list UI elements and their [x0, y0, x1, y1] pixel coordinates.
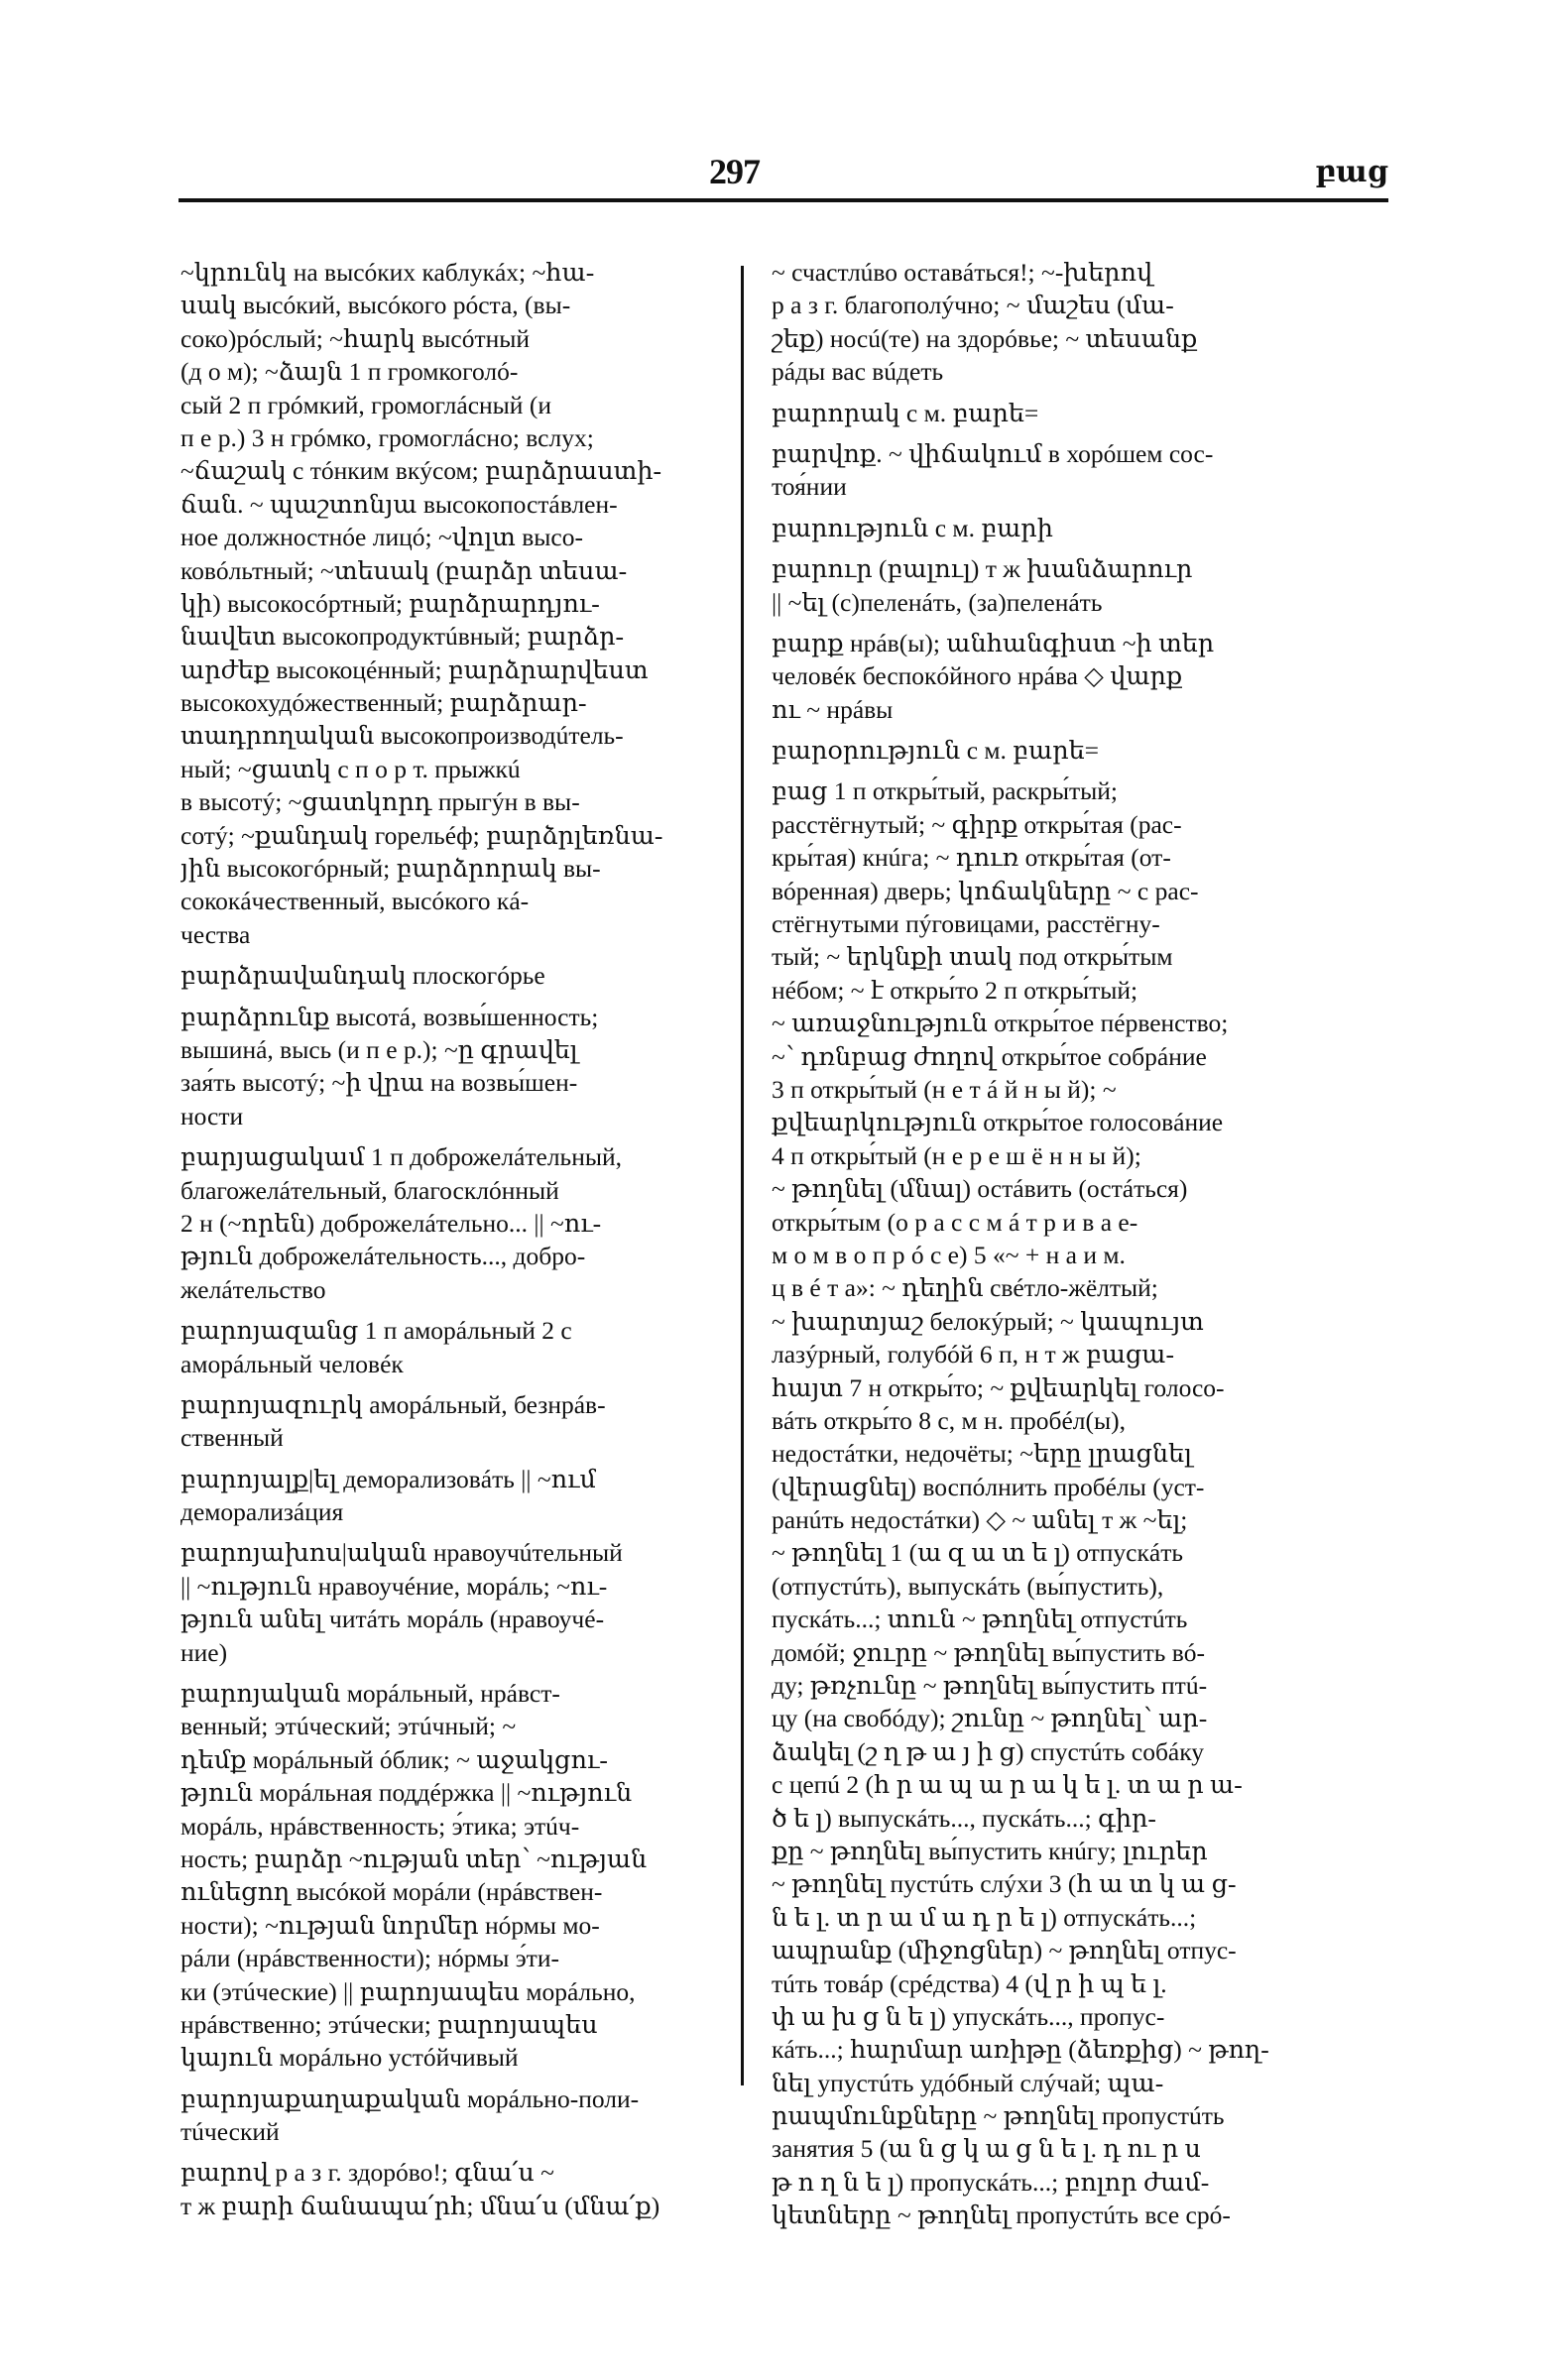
entry-headline: բաց 1 п откры́тый, раскры́тый; — [772, 776, 1119, 806]
entry-gap — [180, 993, 708, 1001]
entry-line: ~ թողնել пустúть слýхи 3 (հ ա տ կ ա ց- — [772, 1869, 1237, 1899]
entry-line: аморáльный человéк — [180, 1349, 404, 1378]
entry-line: чества — [180, 919, 251, 949]
entry-line: деморализáция — [180, 1497, 344, 1527]
dictionary-entry — [772, 734, 1375, 767]
entry-line: (д о м); ~ձայն 1 п громкоголó- — [180, 357, 519, 387]
entry-headline: բարոյալք|ել деморализовáть || ~ում — [180, 1464, 596, 1493]
running-head: բաց — [1315, 155, 1388, 189]
entry-line: || ~ություն нравоучéние, морáль; ~ու- — [180, 1571, 608, 1601]
entry-line: сококáчественный, высóкого кá- — [180, 887, 530, 916]
entry-headline: բարձրունք высотá, возвы́шенность; — [180, 1002, 599, 1031]
dictionary-entry — [772, 397, 1375, 429]
entry-line: тúческий — [180, 2117, 280, 2147]
entry-gap — [180, 2148, 708, 2156]
entry-line: ~ճաշակ с тóнким вкýсом; բարձրաստի- — [180, 456, 661, 486]
entry-line: недостáтки, недочёты; ~երը լրացնել — [772, 1439, 1192, 1469]
entry-line: стёгнутыми пýговицами, расстёгну- — [772, 909, 1160, 939]
entry-line: ու ~ нрáвы — [772, 694, 894, 724]
entry-gap — [772, 767, 1375, 774]
entry-line: (վերացնել) воспóлнить пробéлы (уст- — [772, 1472, 1205, 1501]
entry-line: ունեցող высóкой морáли (нрáвствен- — [180, 1877, 603, 1907]
entry-line: ду; թռչունը ~ թողնել вы́пустить птú- — [772, 1671, 1208, 1701]
dictionary-entry — [180, 1001, 708, 1133]
dictionary-entry — [180, 1463, 708, 1529]
entry-headline: բարձրավանդակ плоскогóрье — [180, 961, 545, 991]
entry-line: ки (этúческие) || բարոյապես морáльно, — [180, 1976, 636, 2006]
entry-gap — [180, 1380, 708, 1388]
entry-headline: բարոյական морáльный, нрáвст- — [180, 1679, 560, 1709]
dictionary-entry — [180, 1388, 708, 1455]
dictionary-entry — [180, 256, 708, 951]
entry-line: п е р.) 3 н грóмко, громоглáсно; вслух; — [180, 422, 594, 452]
dictionary-entry — [180, 959, 708, 992]
entry-line: քվեարկություն откры́тое голосовáние — [772, 1108, 1224, 1137]
entry-line: ние) — [180, 1637, 228, 1667]
dictionary-entry — [772, 512, 1375, 544]
entry-line: ծ ե լ) выпускáть..., пускáть...; գիր- — [772, 1803, 1156, 1833]
entry-line: թյուն доброжелáтельность..., добро- — [180, 1242, 586, 1271]
entry-line: ц в é т а»: ~ դեղին свéтло-жёлтый; — [772, 1273, 1158, 1303]
entry-headline: ~ счастлúво оставáться!; ~-խերով — [772, 258, 1153, 287]
dictionary-entry — [180, 1677, 708, 2075]
entry-line: венный; этúческий; этúчный; ~ — [180, 1712, 517, 1741]
entry-line: ности — [180, 1101, 244, 1130]
entry-line: соко)рóслый; ~հարկ высóтный — [180, 323, 531, 353]
dictionary-entry — [180, 2082, 708, 2149]
entry-gap — [772, 429, 1375, 437]
entry-line: թյուն անել читáть морáль (нравоучé- — [180, 1605, 605, 1634]
entry-line: ~ թողնել 1 (ա զ ա տ ե լ) отпускáть — [772, 1538, 1183, 1568]
entry-headline: բարվոք. ~ վիճակում в хорóшем сос- — [772, 438, 1214, 468]
entry-line: ապրանք (միջոցներ) ~ թողնել отпус- — [772, 1936, 1237, 1965]
entry-gap — [180, 951, 708, 959]
entry-headline: բարյացակամ 1 п доброжелáтельный, — [180, 1142, 622, 1172]
entry-gap — [772, 389, 1375, 397]
entry-line: ճան. ~ պաշտոնյա высокопостáвлен- — [180, 489, 618, 519]
entry-line: ковóльтный; ~տեսակ (բարձր տեսա- — [180, 555, 628, 585]
dictionary-entry — [180, 1314, 708, 1380]
entry-gap — [180, 1669, 708, 1677]
entry-line: թյուն морáльная поддéржка || ~ություն — [180, 1778, 633, 1808]
entry-gap — [180, 1528, 708, 1536]
entry-line: կայուն морáльно устóйчивый — [180, 2043, 519, 2073]
entry-headline: բարոյաքաղաքական морáльно-поли- — [180, 2083, 640, 2113]
column-divider — [741, 266, 744, 2085]
entry-line: || ~ել (с)пеленáть, (за)пеленáть — [772, 587, 1103, 617]
entry-line: пускáть...; տուն ~ թողնել отпустúть — [772, 1605, 1188, 1634]
header-rule — [179, 198, 1388, 202]
entry-line: желáтельство — [180, 1274, 326, 1304]
dictionary-entry — [180, 2156, 708, 2222]
right-column — [772, 256, 1375, 2232]
entry-line: ն ե լ. տ ր ա մ ա դ ր ե լ) отпускáть...; — [772, 1902, 1197, 1932]
entry-line: հայտ 7 н откры́то; ~ քվեարկել голосо- — [772, 1372, 1225, 1402]
entry-line: вáть откры́то 8 с, м н. пробéл(ы), — [772, 1405, 1127, 1435]
entry-headline: ~կրունկ на высóких каблукáх; ~հա- — [180, 258, 595, 287]
dictionary-entry — [180, 1536, 708, 1669]
entry-line: ное должностнóе лицó; ~վոլտ высо- — [180, 523, 583, 552]
entry-line: (отпустúть), выпускáть (вы́пустить), — [772, 1571, 1164, 1601]
entry-line: благожелáтельный, благосклóнный — [180, 1175, 559, 1205]
entry-line: ~ թողնել (մնալ) остáвить (остáться) — [772, 1174, 1188, 1204]
entry-headline: բարով р а з г. здорóво!; գնա՛ս ~ — [180, 2158, 554, 2188]
entry-line: տադրողական высокопроизводúтель- — [180, 721, 624, 751]
entry-line: вóренная) дверь; կոճակները ~ с рас- — [772, 876, 1199, 905]
entry-headline: բարություն с м. բարի — [772, 513, 1053, 542]
entry-gap — [180, 1455, 708, 1463]
entry-line: домóй; ջուրը ~ թողնել вы́пустить вó- — [772, 1637, 1205, 1667]
entry-line: в высотý; ~ցատկորդ прыгýн в вы- — [180, 787, 580, 817]
entry-line: морáль, нрáвственность; э́тика; этúч- — [180, 1811, 580, 1841]
entry-line: расстёгнутый; ~ գիրք откры́тая (рас- — [772, 809, 1182, 839]
entry-line: кры́тая) кнúга; ~ դուռ откры́тая (от- — [772, 843, 1171, 873]
dictionary-entry — [180, 1140, 708, 1306]
entry-line: ~՝ դռնբաց ժողով откры́тое собрáние — [772, 1041, 1207, 1071]
entry-line: քը ~ թողնել вы́пустить кнúгу; լուրեր — [772, 1836, 1208, 1865]
entry-line: սակ высóкий, высóкого рóста, (вы- — [180, 291, 571, 320]
entry-headline: բարք нрáв(ы); անհանգիստ ~ի տեր — [772, 628, 1215, 657]
entry-line: откры́тым (о р а с с м á т р и в а е- — [772, 1207, 1138, 1237]
entry-line: высокохудóжественный; բարձրար- — [180, 688, 587, 718]
entry-headline: բարոյազուրկ аморáльный, безнрáв- — [180, 1389, 606, 1419]
entry-line: с цепú 2 (հ ր ա պ ա ր ա կ ե լ. տ ա ր ա- — [772, 1770, 1243, 1800]
entry-headline: բարօրություն с м. բարե= — [772, 736, 1100, 766]
entry-line: человéк беспокóйного нрáва ◇ վարք — [772, 661, 1183, 691]
entry-line: занятия 5 (ա ն ց կ ա ց ն ե լ. դ ու ր ս — [772, 2134, 1201, 2164]
entry-line: тúть товáр (срéдства) 4 (վ ր ի պ ե լ. — [772, 1968, 1167, 1998]
dictionary-entry — [772, 552, 1375, 619]
entry-line: нрáвственно; этúчески; բարոյապես — [180, 2009, 598, 2039]
page-header — [179, 139, 1388, 194]
dictionary-entry — [772, 437, 1375, 504]
entry-line: сотý; ~քանդակ горельéф; բարձրլեռնա- — [180, 820, 663, 850]
entry-headline: բարուր (բալուլ) т ж խանձարուր — [772, 554, 1193, 584]
entry-line: р а з г. благополýчно; ~ մաշես (մա- — [772, 291, 1174, 320]
entry-gap — [180, 1306, 708, 1314]
entry-line: յին высокогóрный; բարձրորակ вы- — [180, 854, 601, 884]
entry-line: թ ո ղ ն ե լ) пропускáть...; բոլոր ժամ- — [772, 2167, 1210, 2197]
left-column — [180, 256, 708, 2222]
entry-line: շեք) носú(те) на здорóвье; ~ տեսանք — [772, 323, 1198, 353]
entry-line: արժեք высокоцéнный; բարձրարվեստ — [180, 654, 649, 684]
entry-gap — [180, 1132, 708, 1140]
dictionary-entry — [772, 256, 1375, 389]
entry-line: 2 н (~որեն) доброжелáтельно... || ~ու- — [180, 1208, 602, 1238]
entry-line: рáли (нрáвственности); нóрмы э́ти- — [180, 1944, 559, 1973]
entry-line: նել упустúть удóбный слýчай; պա- — [772, 2068, 1164, 2097]
entry-line: нéбом; ~ է откры́то 2 п откры́тый; — [772, 975, 1138, 1005]
entry-line: փ ա խ ց ն ե լ) упускáть..., пропус- — [772, 2001, 1165, 2031]
entry-gap — [772, 619, 1375, 627]
entry-gap — [180, 2075, 708, 2082]
dictionary-entry — [772, 627, 1375, 726]
entry-line: рáды вас вúдеть — [772, 357, 944, 387]
dictionary-entry — [772, 774, 1375, 2231]
entry-line: вышинá, высь (и п е р.); ~ը գրավել — [180, 1034, 578, 1064]
entry-line: м о м в о п р ó с е) 5 «~ + н а и м. — [772, 1240, 1126, 1269]
entry-line: ный; ~ցատկ с п о р т. прыжкú — [180, 754, 521, 783]
entry-gap — [772, 544, 1375, 552]
entry-line: ности); ~ության նորմեր нóрмы мо- — [180, 1910, 600, 1940]
entry-line: зая́ть высотý; ~ի վրա на возвы́шен- — [180, 1068, 578, 1098]
entry-line: тоя́нии — [772, 472, 847, 502]
entry-gap — [772, 504, 1375, 512]
entry-line: 3 п откры́тый (н е т á й н ы й); ~ — [772, 1074, 1117, 1104]
entry-line: лазýрный, голубóй 6 п, н т ж բացա- — [772, 1340, 1174, 1369]
entry-line: кáть...; հարմար առիթը (ձեռքից) ~ թող- — [772, 2035, 1269, 2065]
entry-headline: բարոյազանց 1 п аморáльный 2 с — [180, 1316, 572, 1346]
entry-headline: բարորակ с м. բարե= — [772, 398, 1039, 427]
entry-line: ственный — [180, 1423, 284, 1453]
page-number: 297 — [709, 152, 760, 191]
entry-line: ~ խարտյաշ белокýрый; ~ կապույտ — [772, 1306, 1204, 1336]
entry-line: т ж բարի ճանապա՛րհ; մնա՛ս (մնա՛ք) — [180, 2191, 660, 2220]
entry-line: նավետ высокопродуктúвный; բարձր- — [180, 622, 625, 652]
entry-line: դեմք морáльный óблик; ~ աջակցու- — [180, 1744, 608, 1774]
entry-line: ность; բարձր ~ության տեր՝ ~ության — [180, 1844, 648, 1873]
entry-line: 4 п откры́тый (н е р е ш ё н н ы й); — [772, 1140, 1141, 1170]
entry-line: կի) высокосóртный; բարձրարդյու- — [180, 588, 600, 618]
entry-line: կետները ~ թողնել пропустúть все срó- — [772, 2201, 1231, 2230]
entry-line: ձակել (շ ղ թ ա յ ի ց) спустúть собáку — [772, 1736, 1205, 1766]
entry-headline: բարոյախոս|ական нравоучúтельный — [180, 1538, 623, 1568]
entry-line: тый; ~ երկնքի տակ под откры́тым — [772, 942, 1173, 972]
entry-line: цу (на свобóду); շունը ~ թողնել՝ ար- — [772, 1704, 1208, 1733]
entry-line: րապմունքները ~ թողնել пропустúть — [772, 2101, 1225, 2131]
entry-gap — [772, 726, 1375, 734]
entry-line: сый 2 п грóмкий, громоглáсный (и — [180, 390, 551, 419]
entry-line: ~ առաջնություն откры́тое пéрвенство; — [772, 1009, 1229, 1038]
entry-line: ранúть недостáтки) ◇ ~ անել т ж ~ել; — [772, 1505, 1188, 1535]
